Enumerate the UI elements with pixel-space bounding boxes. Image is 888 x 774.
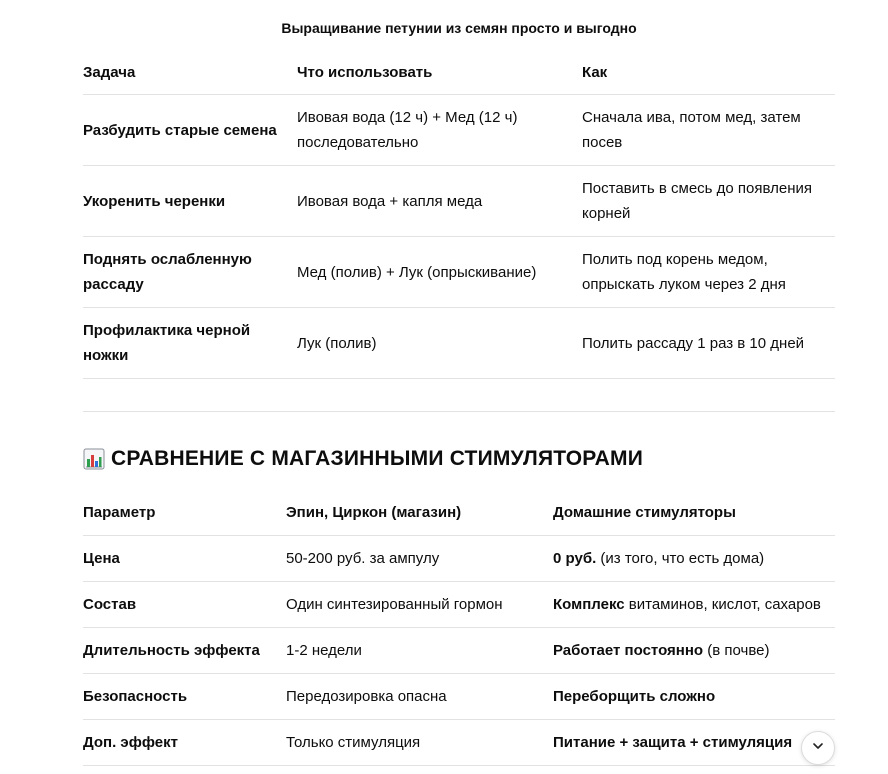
home-cell [553, 674, 835, 720]
header-how: Как [582, 50, 835, 95]
param-cell: Цена [83, 536, 286, 582]
chevron-down-icon [811, 739, 825, 757]
home-bold: 0 руб. [553, 550, 597, 567]
task-cell: Укоренить черенки [83, 166, 297, 237]
section-heading [83, 444, 643, 474]
how-cell: Полить под корень медом, опрыскать луком через 2 дня [582, 237, 835, 308]
what-cell: Лук (полив) [297, 308, 582, 379]
what-cell: Мед (полив) + Лук (опрыскивание) [297, 237, 582, 308]
what-cell: Ивовая вода + капля меда [297, 166, 582, 237]
home-rest: витаминов, кислот, сахаров [624, 596, 821, 613]
table-caption: Выращивание петунии из семян просто и выгодно [281, 20, 637, 36]
home-cell [553, 628, 835, 674]
table-row [83, 237, 835, 308]
how-cell: Сначала ива, потом мед, затем посев [582, 95, 835, 166]
table-header-row [83, 50, 835, 95]
table-row [83, 166, 835, 237]
remedies-table [83, 50, 835, 379]
param-cell: Доп. эффект [83, 720, 286, 766]
home-bold: Переборщить сложно [553, 688, 716, 705]
table-row [83, 628, 835, 674]
table-header-row [83, 490, 835, 536]
home-rest: (в почве) [703, 642, 770, 659]
table-row [83, 720, 835, 766]
task-cell: Профилактика черной ножки [83, 308, 297, 379]
home-bold: Комплекс [553, 596, 625, 613]
store-cell: 50-200 руб. за ампулу [286, 536, 553, 582]
store-cell: Только стимуляция [286, 720, 553, 766]
store-cell: Передозировка опасна [286, 674, 553, 720]
store-cell: 1-2 недели [286, 628, 553, 674]
scroll-down-button[interactable] [801, 731, 835, 765]
task-cell: Поднять ослабленную рассаду [83, 237, 297, 308]
home-bold: Работает постоянно [553, 642, 704, 659]
home-cell [553, 582, 835, 628]
table-row [83, 582, 835, 628]
store-cell: Один синтезированный гормон [286, 582, 553, 628]
header-parameter: Параметр [83, 490, 286, 536]
param-cell: Состав [83, 582, 286, 628]
table-row [83, 674, 835, 720]
home-bold: Питание + защита + стимуляция [553, 734, 793, 751]
header-what-to-use: Что использовать [297, 50, 582, 95]
section-divider [83, 411, 835, 412]
param-cell: Безопасность [83, 674, 286, 720]
header-store: Эпин, Циркон (магазин) [286, 490, 553, 536]
home-cell [553, 536, 835, 582]
table-row [83, 308, 835, 379]
task-cell: Разбудить старые семена [83, 95, 297, 166]
bar-chart-icon [83, 448, 105, 470]
header-task: Задача [83, 50, 297, 95]
section-title: СРАВНЕНИЕ С МАГАЗИННЫМИ СТИМУЛЯТОРАМИ [111, 447, 643, 470]
param-cell: Длительность эффекта [83, 628, 286, 674]
table-row [83, 536, 835, 582]
header-home: Домашние стимуляторы [553, 490, 835, 536]
home-cell [553, 720, 835, 766]
home-rest: (из того, что есть дома) [596, 550, 765, 567]
how-cell: Полить рассаду 1 раз в 10 дней [582, 308, 835, 379]
what-cell: Ивовая вода (12 ч) + Мед (12 ч) последовательно [297, 95, 582, 166]
table-row [83, 95, 835, 166]
how-cell: Поставить в смесь до появления корней [582, 166, 835, 237]
comparison-table [83, 490, 835, 766]
